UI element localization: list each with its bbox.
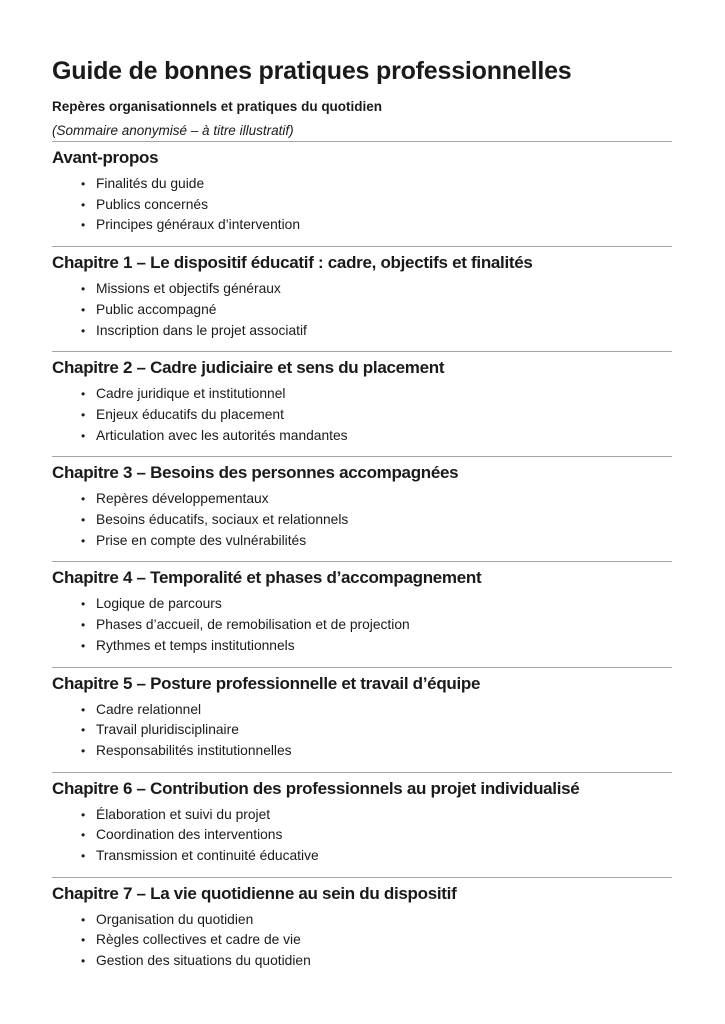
section-heading: Chapitre 3 – Besoins des personnes accompagnées	[52, 463, 459, 483]
toc-entry-label: Transmission et continuité éducative	[96, 848, 319, 864]
bullet-icon: •	[81, 197, 86, 212]
toc-entry-label: Publics concernés	[96, 196, 208, 212]
toc-entry	[81, 195, 672, 216]
toc-entry-label: Coordination des interventions	[96, 827, 283, 843]
bullet-icon: •	[81, 218, 86, 233]
document-header	[52, 56, 672, 140]
toc-entry-label: Gestion des situations du quotidien	[96, 953, 311, 969]
toc-entry-label: Prise en compte des vulnérabilités	[96, 532, 307, 548]
toc-section	[52, 772, 672, 876]
bullet-icon: •	[81, 513, 86, 528]
toc-entry	[81, 700, 672, 721]
toc-entry	[81, 426, 672, 447]
section-item-list	[52, 700, 672, 762]
toc-entry-label: Élaboration et suivi du projet	[96, 806, 271, 822]
bullet-icon: •	[81, 743, 86, 758]
toc-entry-label: Logique de parcours	[96, 596, 222, 612]
toc-entry	[81, 174, 672, 195]
toc-entry	[81, 720, 672, 741]
toc-entry-label: Phases d’accueil, de remobilisation et de projection	[96, 617, 410, 633]
bullet-icon: •	[81, 954, 86, 969]
bullet-icon: •	[81, 723, 86, 738]
toc-entry	[81, 846, 672, 867]
toc-entry	[81, 805, 672, 826]
bullet-icon: •	[81, 428, 86, 443]
section-item-list	[52, 279, 672, 341]
toc-section	[52, 561, 672, 665]
section-item-list	[52, 384, 672, 446]
section-item-list	[52, 594, 672, 656]
section-item-list	[52, 174, 672, 236]
bullet-icon: •	[81, 912, 86, 927]
toc-entry	[81, 951, 672, 972]
bullet-icon: •	[81, 638, 86, 653]
toc-entry	[81, 615, 672, 636]
toc-section	[52, 877, 672, 981]
section-item-list	[52, 805, 672, 867]
toc-entry-label: Règles collectives et cadre de vie	[96, 932, 301, 948]
page-note: (Sommaire anonymisé – à titre illustratif)	[52, 123, 294, 138]
bullet-icon: •	[81, 933, 86, 948]
bullet-icon: •	[81, 387, 86, 402]
toc-entry	[81, 279, 672, 300]
bullet-icon: •	[81, 177, 86, 191]
toc-entry-label: Finalités du guide	[96, 176, 205, 191]
section-heading: Chapitre 7 – La vie quotidienne au sein du dispositif	[52, 883, 457, 903]
toc-entry-label: Repères développementaux	[96, 491, 269, 507]
toc-entry-label: Travail pluridisciplinaire	[96, 722, 239, 738]
toc-entry	[81, 910, 672, 931]
toc-entry-label: Rythmes et temps institutionnels	[96, 637, 295, 653]
bullet-icon: •	[81, 533, 86, 548]
toc-entry	[81, 489, 672, 510]
toc-entry	[81, 594, 672, 615]
toc-entry	[81, 636, 672, 657]
section-heading: Avant-propos	[52, 148, 159, 167]
toc-entry-label: Responsabilités institutionnelles	[96, 742, 292, 758]
toc-entry	[81, 215, 672, 236]
toc-section	[52, 246, 672, 350]
section-heading: Chapitre 2 – Cadre judiciaire et sens du placement	[52, 358, 445, 378]
section-heading: Chapitre 4 – Temporalité et phases d’accompagnement	[52, 568, 482, 588]
toc-entry-label: Cadre relationnel	[96, 701, 202, 717]
toc-entry-label: Enjeux éducatifs du placement	[96, 406, 284, 422]
toc-entry	[81, 825, 672, 846]
bullet-icon: •	[81, 302, 86, 317]
toc-entry	[81, 384, 672, 405]
page-title: Guide de bonnes pratiques professionnelles	[52, 57, 572, 85]
section-heading: Chapitre 1 – Le dispositif éducatif : cadre, objectifs et finalités	[52, 253, 533, 273]
toc-entry	[81, 741, 672, 762]
toc-entry	[81, 405, 672, 426]
toc-section	[52, 351, 672, 455]
toc-entry	[81, 321, 672, 342]
toc-section	[52, 141, 672, 245]
bullet-icon: •	[81, 807, 86, 822]
page-subtitle: Repères organisationnels et pratiques du quotidien	[52, 99, 383, 114]
bullet-icon: •	[81, 849, 86, 864]
toc-entry-label: Articulation avec les autorités mandantes	[96, 427, 348, 443]
toc-entry-label: Besoins éducatifs, sociaux et relationnels	[96, 512, 349, 528]
bullet-icon: •	[81, 323, 86, 338]
toc-entry-label: Missions et objectifs généraux	[96, 281, 281, 297]
toc-entry-label: Cadre juridique et institutionnel	[96, 386, 286, 402]
bullet-icon: •	[81, 492, 86, 507]
bullet-icon: •	[81, 618, 86, 633]
toc-entry-label: Principes généraux d’intervention	[96, 217, 301, 233]
section-item-list	[52, 489, 672, 551]
table-of-contents	[52, 141, 672, 981]
toc-entry-label: Organisation du quotidien	[96, 911, 254, 927]
toc-entry	[81, 930, 672, 951]
bullet-icon: •	[81, 407, 86, 422]
bullet-icon: •	[81, 702, 86, 717]
toc-entry-label: Inscription dans le projet associatif	[96, 322, 307, 338]
section-heading: Chapitre 6 – Contribution des professionnels au projet individualisé	[52, 778, 580, 798]
bullet-icon: •	[81, 282, 86, 297]
bullet-icon: •	[81, 828, 86, 843]
section-item-list	[52, 910, 672, 972]
toc-entry	[81, 510, 672, 531]
bullet-icon: •	[81, 597, 86, 612]
section-heading: Chapitre 5 – Posture professionnelle et travail d’équipe	[52, 673, 481, 693]
toc-entry	[81, 300, 672, 321]
toc-section	[52, 667, 672, 771]
toc-entry	[81, 531, 672, 552]
toc-entry-label: Public accompagné	[96, 301, 217, 317]
toc-section	[52, 456, 672, 560]
